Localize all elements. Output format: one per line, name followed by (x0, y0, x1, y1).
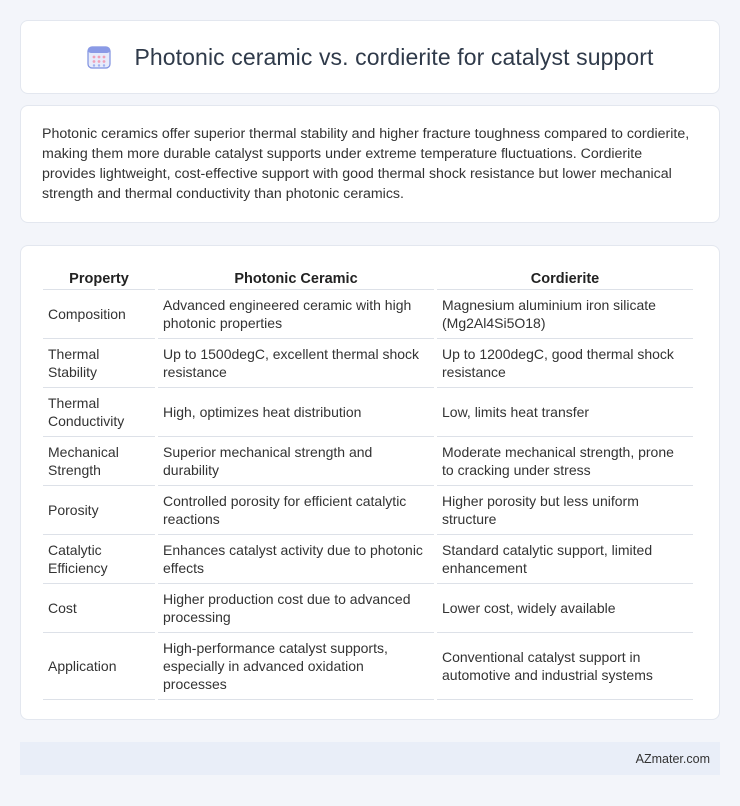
table-header-row (43, 266, 693, 290)
summary-card (20, 105, 720, 223)
cordierite-cell: Conventional catalyst support in automotive and industrial systems (437, 633, 693, 700)
cordierite-cell: Up to 1200degC, good thermal shock resistance (437, 339, 693, 388)
property-cell: Thermal Conductivity (43, 388, 155, 437)
cordierite-cell: Moderate mechanical strength, prone to cracking under stress (437, 437, 693, 486)
calendar-icon (86, 44, 112, 70)
photonic-cell: Enhances catalyst activity due to photonic effects (158, 535, 434, 584)
comparison-table (40, 266, 696, 700)
cordierite-cell: Magnesium aluminium iron silicate (Mg2Al4Si5O18) (437, 290, 693, 339)
table-row (43, 584, 693, 633)
table-row (43, 388, 693, 437)
table-row (43, 535, 693, 584)
property-cell: Composition (43, 290, 155, 339)
table-row (43, 339, 693, 388)
page-title: Photonic ceramic vs. cordierite for catalyst support (134, 43, 654, 70)
table-row (43, 290, 693, 339)
photonic-cell: Controlled porosity for efficient catalytic reactions (158, 486, 434, 535)
photonic-cell: Advanced engineered ceramic with high photonic properties (158, 290, 434, 339)
header-property: Property (43, 266, 155, 290)
table-row (43, 437, 693, 486)
photonic-cell: Higher production cost due to advanced processing (158, 584, 434, 633)
cordierite-cell: Higher porosity but less uniform structure (437, 486, 693, 535)
property-cell: Mechanical Strength (43, 437, 155, 486)
property-cell: Thermal Stability (43, 339, 155, 388)
footer-bar (20, 742, 720, 775)
photonic-cell: Up to 1500degC, excellent thermal shock resistance (158, 339, 434, 388)
cordierite-cell: Lower cost, widely available (437, 584, 693, 633)
photonic-cell: Superior mechanical strength and durability (158, 437, 434, 486)
table-row (43, 633, 693, 700)
comparison-card (20, 245, 720, 720)
title-card (20, 20, 720, 94)
table-row (43, 486, 693, 535)
property-cell: Catalytic Efficiency (43, 535, 155, 584)
footer-brand-link[interactable]: AZmater.com (635, 751, 710, 766)
photonic-cell: High-performance catalyst supports, especially in advanced oxidation processes (158, 633, 434, 700)
property-cell: Cost (43, 584, 155, 633)
header-photonic-ceramic: Photonic Ceramic (158, 266, 434, 290)
header-cordierite: Cordierite (437, 266, 693, 290)
title-row (21, 21, 719, 93)
cordierite-cell: Standard catalytic support, limited enhancement (437, 535, 693, 584)
photonic-cell: High, optimizes heat distribution (158, 388, 434, 437)
property-cell: Application (43, 633, 155, 700)
cordierite-cell: Low, limits heat transfer (437, 388, 693, 437)
summary-text: Photonic ceramics offer superior thermal stability and higher fracture toughness compared to cordierite, making them more durable catalyst supports under extreme temperature fluctuations. Cordierite provides lightweight, cost-effective support with good thermal shock resistance but lower mechanical strength and thermal conductivity than photonic ceramics. (42, 126, 690, 202)
property-cell: Porosity (43, 486, 155, 535)
